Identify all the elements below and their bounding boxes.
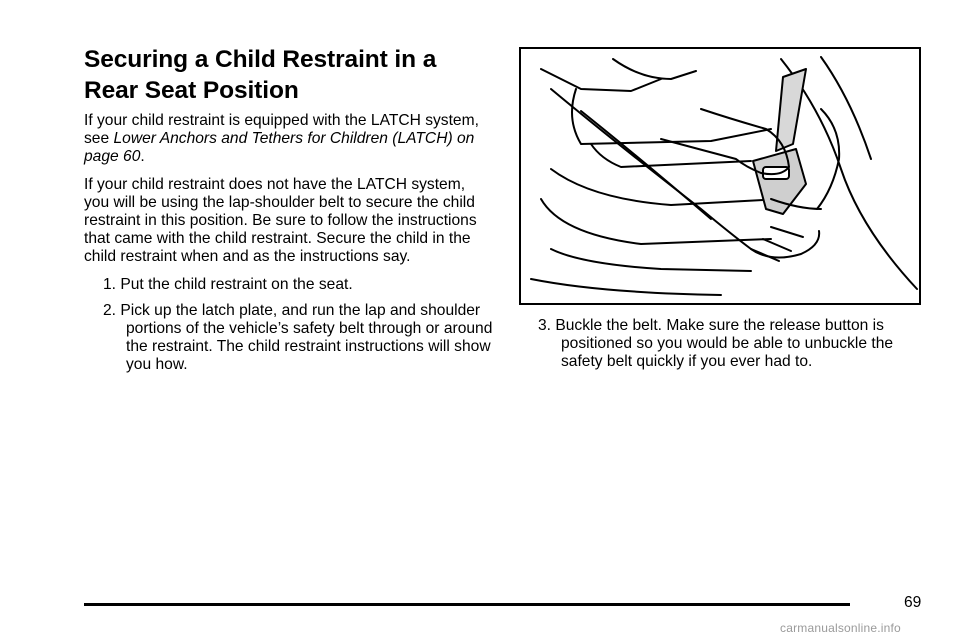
non-latch-paragraph: If your child restraint does not have the LATCH system, you will be using the lap-shoulder belt to secure the child restraint in this position. Be sure to follow the instructions that came with the child restraint. Secure the child in the child restraint when and as the instructions say. xyxy=(84,175,477,266)
headrest-edge xyxy=(613,59,696,79)
step-1 xyxy=(84,276,494,294)
seat-cushion-edge xyxy=(591,144,751,167)
step-text: Put the child restraint on the seat. xyxy=(120,275,353,293)
seat-base-line xyxy=(551,249,751,271)
intro-paragraph xyxy=(84,112,494,167)
footer-rule xyxy=(84,603,850,606)
seat-top-edge xyxy=(541,69,661,91)
steps-list-left xyxy=(84,276,494,375)
step-number: 3. xyxy=(538,317,552,334)
upper-arm-outline xyxy=(817,109,839,209)
watermark: carmanualsonline.info xyxy=(780,621,901,635)
latch-cross-reference-link[interactable]: Lower Anchors and Tethers for Children (LATCH) on page 60 xyxy=(84,130,475,166)
right-column xyxy=(519,317,929,380)
step-2 xyxy=(84,302,494,375)
left-column xyxy=(84,44,494,383)
seat-back-seam xyxy=(572,89,771,144)
step-number: 2. xyxy=(103,301,117,319)
intro-end: . xyxy=(140,148,145,166)
intro-text: If your child restraint is equipped with the LATCH system, see xyxy=(84,112,479,148)
illustration-drawing xyxy=(521,49,919,303)
section-heading: Securing a Child Restraint in a Rear Seat Position xyxy=(84,46,437,104)
page-number: 69 xyxy=(904,594,922,611)
shoulder-belt-webbing xyxy=(776,69,806,151)
floor-line xyxy=(531,279,721,295)
step-number: 1. xyxy=(103,275,117,293)
step-text: Buckle the belt. Make sure the release button is positioned so you would be able to unbuckle the safety belt quickly if you ever had to. xyxy=(555,317,894,371)
seat-belt-buckle xyxy=(753,149,806,214)
safety-belt-buckle-illustration xyxy=(519,47,921,305)
door-trim xyxy=(821,57,871,159)
step-3 xyxy=(519,317,929,372)
step-text: Pick up the latch plate, and run the lap and shoulder portions of the vehicle’s safety belt through or around the restraint. The child restraint instructions will show you how. xyxy=(120,301,493,374)
steps-list-right xyxy=(519,317,929,372)
cushion-front xyxy=(551,169,781,205)
